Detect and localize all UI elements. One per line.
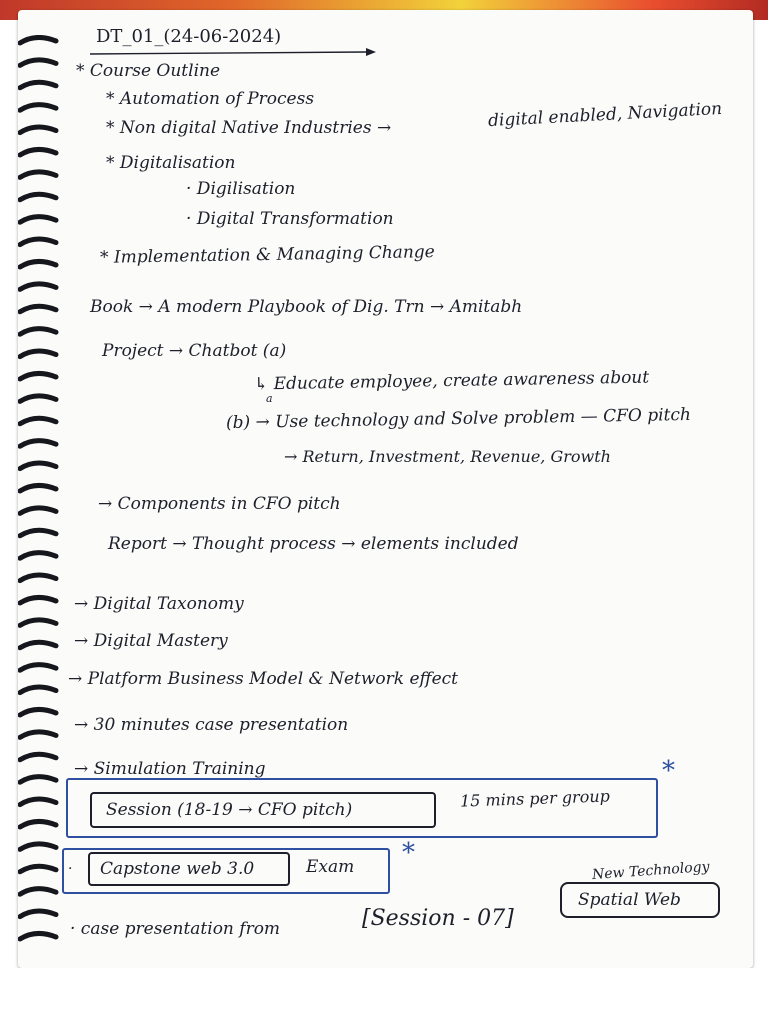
project-return: → Return, Investment, Revenue, Growth (284, 447, 611, 466)
spiral-loop (20, 732, 56, 738)
spiral-loop (20, 844, 56, 850)
new-technology-label: New Technology (591, 858, 711, 884)
spiral-loop (20, 396, 56, 402)
session-box (90, 792, 436, 828)
report-note: Report → Thought process → elements included (108, 534, 519, 554)
topic-simulation: → Simulation Training (74, 759, 266, 779)
spiral-loop (20, 82, 56, 88)
spiral-loop (20, 194, 56, 200)
spiral-loop (20, 530, 56, 536)
exam-box (88, 852, 290, 886)
session-box-label: Session (18-19 → CFO pitch) (106, 800, 353, 820)
book-note: Book → A modern Playbook of Dig. Trn → Amitabh (90, 297, 523, 317)
project-educate: ↳ Educate employee, create awareness about (253, 367, 650, 395)
spiral-loop (20, 575, 56, 581)
spiral-loop (20, 261, 56, 267)
spiral-loop (20, 866, 56, 872)
spiral-loop (20, 597, 56, 603)
project-line: Project → Chatbot (a) (102, 341, 287, 361)
outline-subitem-digilisation: · Digilisation (186, 179, 296, 199)
case-session-bracket: [Session - 07] (362, 906, 514, 931)
spiral-loop (20, 37, 56, 43)
topic-platform: → Platform Business Model & Network effect (68, 669, 458, 689)
spiral-loop (20, 553, 56, 559)
components-note: → Components in CFO pitch (98, 494, 341, 514)
topic-digital-taxonomy: → Digital Taxonomy (74, 594, 244, 614)
spiral-loop (20, 620, 56, 626)
case-presentation-note: · case presentation from (70, 919, 281, 939)
spiral-binding (18, 35, 68, 955)
spiral-loop (20, 911, 56, 917)
spiral-loop (20, 799, 56, 805)
spiral-loop (20, 60, 56, 66)
spiral-loop (20, 687, 56, 693)
spiral-loop (20, 306, 56, 312)
exam-suffix: Exam (306, 857, 355, 877)
spatial-web-label: Spatial Web (578, 890, 681, 910)
star-mark-session: * (662, 756, 675, 786)
spiral-loop (20, 665, 56, 671)
project-educate-marker: a (266, 392, 273, 405)
spatial-web-box (560, 882, 720, 918)
spiral-loop (20, 777, 56, 783)
spiral-loop (20, 463, 56, 469)
topic-case-presentation: → 30 minutes case presentation (74, 715, 349, 735)
spiral-loop (20, 239, 56, 245)
spiral-loop (20, 889, 56, 895)
spiral-loop (20, 933, 56, 939)
session-duration-note: 15 mins per group (459, 786, 611, 811)
spiral-loop (20, 351, 56, 357)
spiral-loop (20, 284, 56, 290)
topic-digital-mastery: → Digital Mastery (74, 631, 228, 651)
spiral-loop (20, 441, 56, 447)
spiral-loop (20, 754, 56, 760)
outline-item-non-digital: * Non digital Native Industries → (106, 118, 392, 138)
notebook-page (18, 10, 753, 968)
background-bottom (0, 968, 768, 1024)
page-title: DT_01_(24-06-2024) (96, 26, 282, 47)
star-mark-exam: * (402, 838, 415, 868)
spiral-loop (20, 105, 56, 111)
spiral-loop (20, 329, 56, 335)
spiral-loop (20, 172, 56, 178)
spiral-loop (20, 642, 56, 648)
spiral-loop (20, 127, 56, 133)
project-use-technology: (b) → Use technology and Solve problem — CFO pitch (225, 404, 692, 434)
spiral-loop (20, 373, 56, 379)
spiral-loop (20, 709, 56, 715)
outline-item-non-digital-note: digital enabled, Navigation (487, 98, 723, 132)
spiral-loop (20, 821, 56, 827)
course-outline-heading: * Course Outline (76, 61, 221, 81)
spiral-loop (20, 418, 56, 424)
spiral-loop (20, 508, 56, 514)
outline-item-change: * Implementation & Managing Change (99, 242, 435, 268)
exam-bullet: · (68, 861, 73, 877)
spiral-loop (20, 485, 56, 491)
outline-subitem-transformation: · Digital Transformation (186, 209, 394, 229)
spiral-loop (20, 217, 56, 223)
spiral-loop (20, 149, 56, 155)
outline-item-digitalisation: * Digitalisation (106, 153, 236, 173)
outline-item-automation: * Automation of Process (106, 89, 315, 109)
exam-box-label: Capstone web 3.0 (100, 859, 255, 879)
title-underline-arrow (88, 46, 378, 60)
